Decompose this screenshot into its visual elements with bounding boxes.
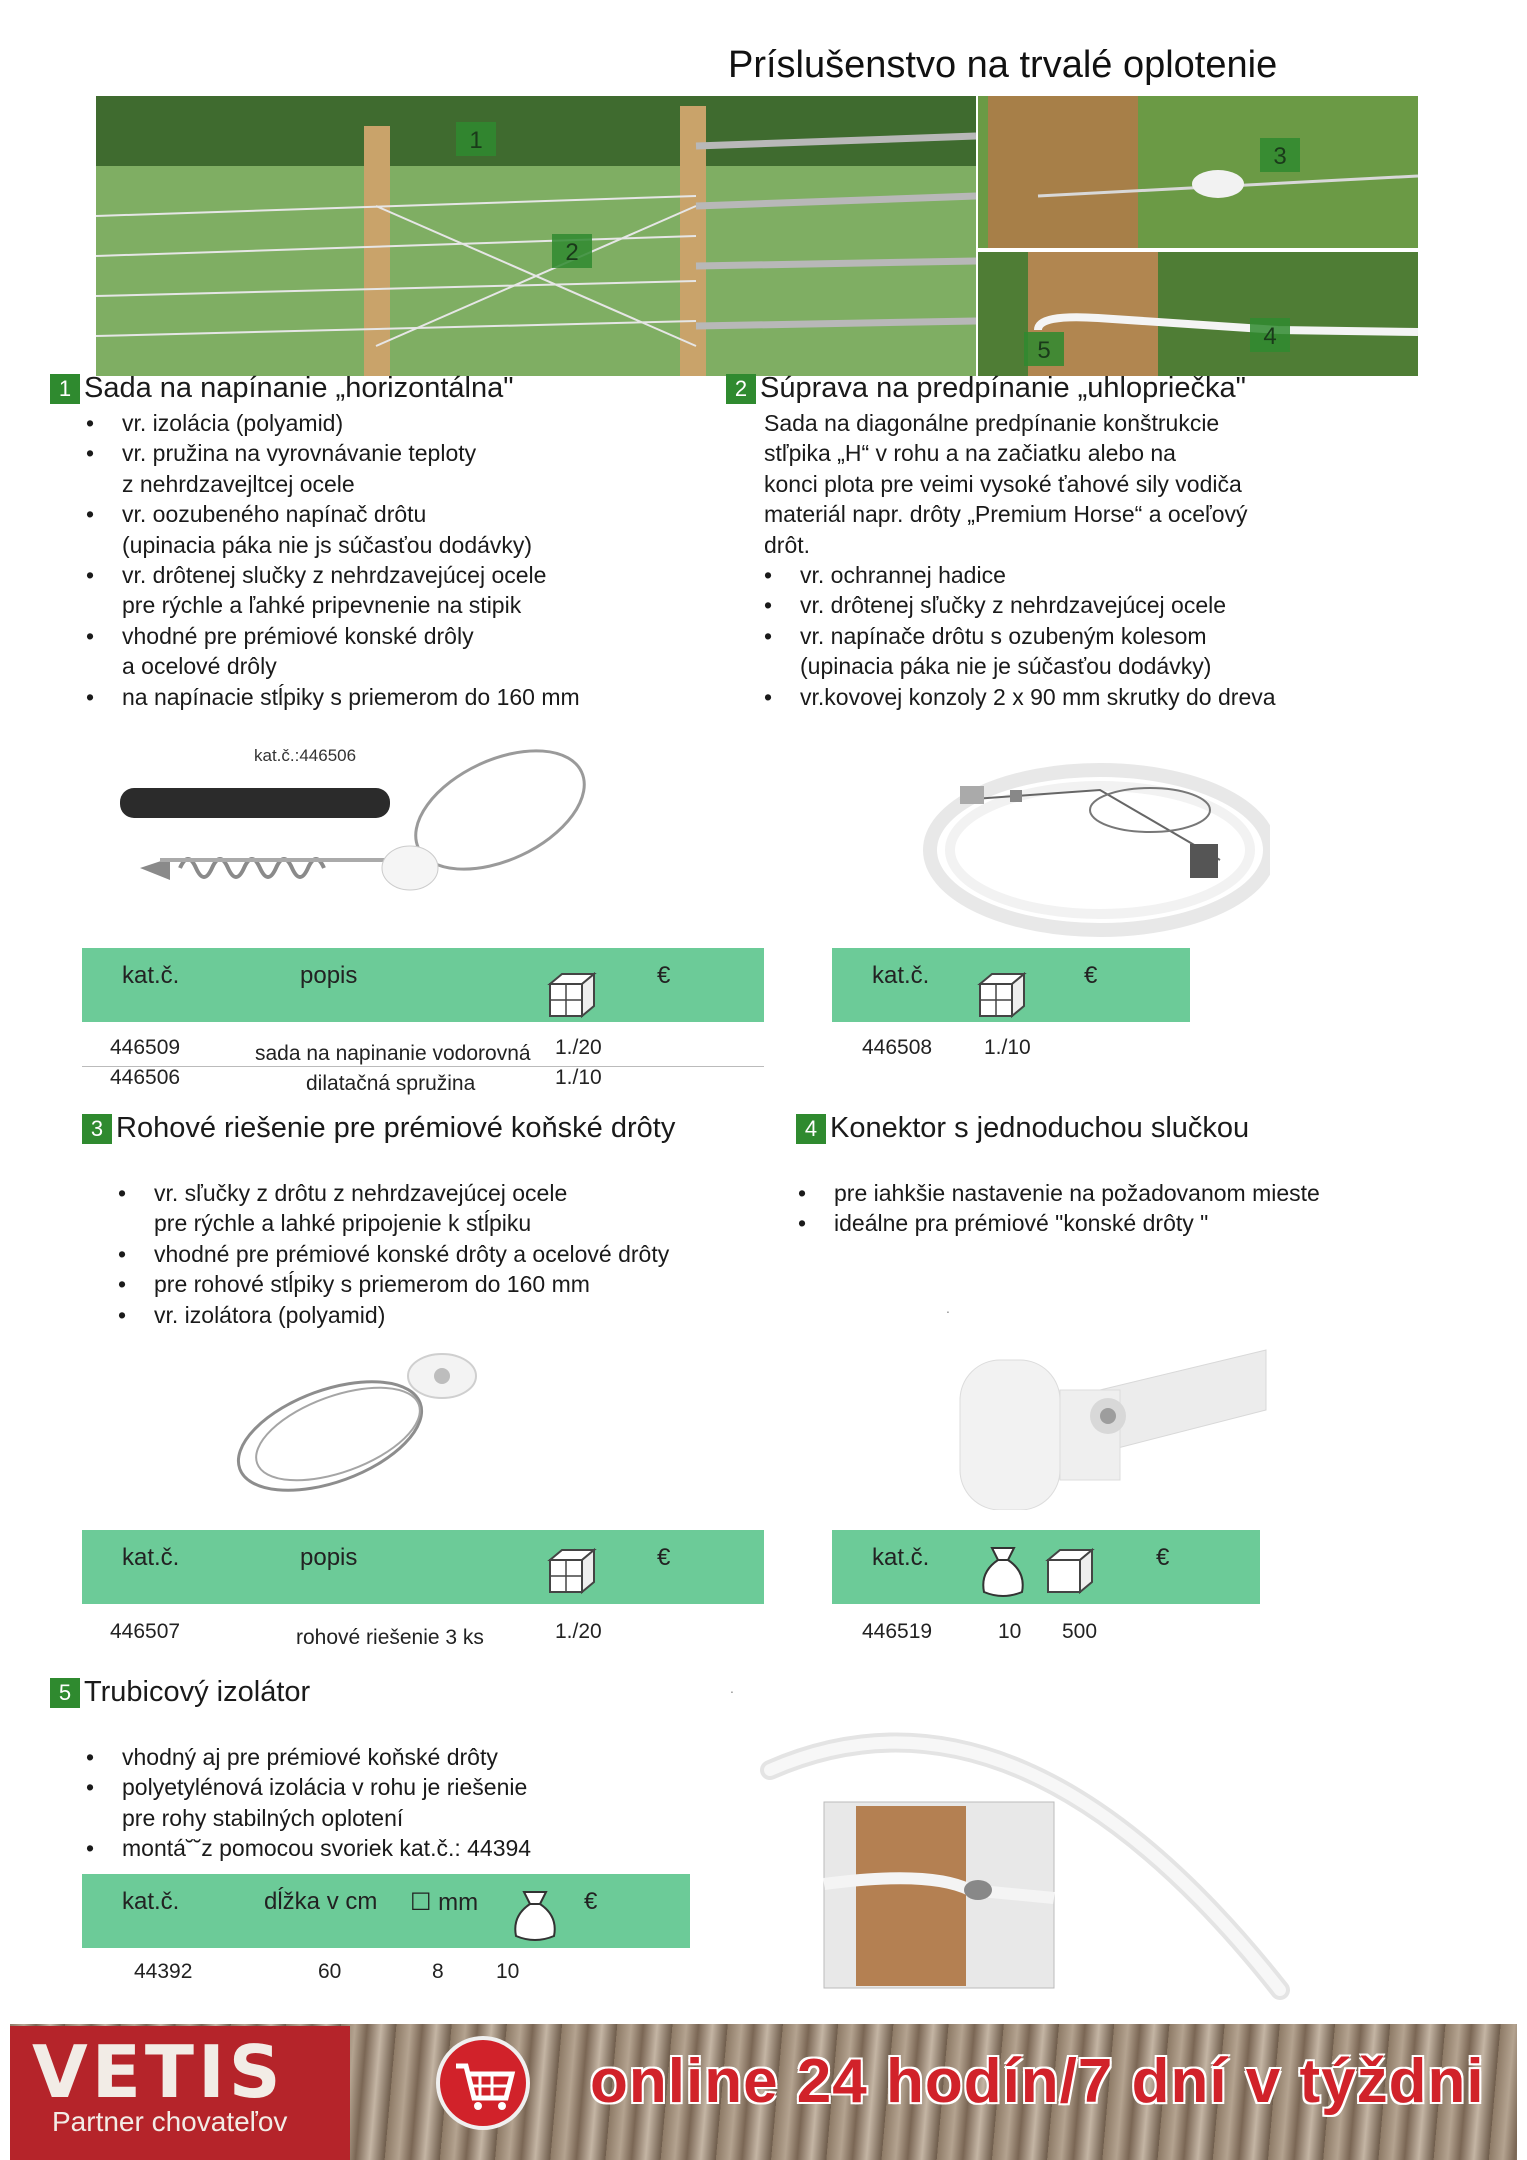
section-1-product-image (110, 740, 630, 910)
paragraph-line: konci plota pre veimi vysoké ťahové sily vodiča (764, 470, 1242, 497)
header-euro: € (1084, 962, 1098, 989)
fence-photo-corner-top (978, 96, 1418, 248)
stray-dot: . (730, 1680, 734, 1696)
section-3-bullets (118, 1178, 778, 1330)
photo-tag-5: 5 (1037, 337, 1051, 364)
carton-box-icon (546, 1546, 598, 1596)
fence-photo-main (96, 96, 976, 376)
section-1-bullets (86, 408, 726, 712)
bullet-continuation: pre rýchle a lahké pripojenie k stĺpiku (154, 1210, 532, 1237)
bullet: • vr. pružina na vyrovnávanie teploty (86, 438, 726, 468)
section-4-product-image (950, 1330, 1280, 1510)
bullet: • vhodné pre prémiové konské drôly (86, 621, 726, 651)
paragraph-line: materiál napr. drôty „Premium Horse“ a oceľový (764, 501, 1248, 528)
photo-tag-2: 2 (565, 239, 579, 266)
header-desc: popis (300, 962, 358, 989)
header-cat: kat.č. (122, 1544, 180, 1571)
brand-name: VETIS (32, 2030, 285, 2114)
table-row-1-cat: 446519 (862, 1620, 933, 1643)
bullet: • vr.kovovej konzoly 2 x 90 mm skrutky do dreva (764, 682, 1424, 712)
table-row-1-desc: rohové riešenie 3 ks (296, 1626, 484, 1649)
bullet: • ideálne pra prémiové "konské drôty " (798, 1208, 1458, 1238)
photo-tag-4: 4 (1263, 323, 1277, 350)
section-2-bullets (764, 560, 1424, 712)
section-5-bullets (86, 1742, 726, 1864)
online-slogan: online 24 hodín/7 dní v týždni (590, 2047, 1485, 2116)
section-2-table-header (832, 948, 1190, 1022)
section-1-title-text: Sada na napínanie „horizontálna" (84, 372, 514, 404)
photo-tag-3: 3 (1273, 143, 1287, 170)
header-euro: € (657, 1544, 671, 1571)
bullet-continuation: pre rohy stabilných oplotení (122, 1804, 404, 1831)
paragraph-line: drôt. (764, 531, 811, 558)
bullet: • vr. izolátora (polyamid) (118, 1300, 778, 1330)
table-row-divider (82, 1066, 764, 1067)
bullet: • vr. drôtenej slučky z nehrdzavejúcej ocele (86, 560, 726, 590)
bullet: • montá˘˘z pomocou svoriek kat.č.: 44394 (86, 1833, 726, 1863)
page-title: Príslušenstvo na trvalé oplotenie (728, 44, 1278, 86)
header-cat: kat.č. (122, 1888, 180, 1915)
section-2-title-text: Súprava na predpínanie „uhlopriečka" (760, 372, 1246, 404)
section-3-title-text: Rohové riešenie pre prémiové koňské drôty (116, 1112, 676, 1144)
table-row-1-len: 60 (318, 1960, 342, 1983)
bullet: • na napínacie stĺpiky s priemerom do 160 mm (86, 682, 726, 712)
photo-tag-1: 1 (469, 127, 483, 154)
header-len: dĺžka v cm (264, 1888, 378, 1915)
bullet: • vr. oozubeného napínač drôtu (86, 499, 726, 529)
section-2-number: 2 (726, 374, 756, 404)
table-row-1-cat: 446508 (862, 1036, 933, 1059)
section-4-title (796, 1112, 1249, 1145)
section-4-number: 4 (796, 1114, 826, 1144)
paragraph-line: stľpika „H“ v rohu a na začiatku alebo na (764, 440, 1176, 467)
table-row-2-cat: 446506 (110, 1066, 181, 1089)
bullet: • vhodné pre prémiové konské drôty a ocelové drôty (118, 1239, 778, 1269)
bag-icon (978, 1542, 1028, 1600)
header-euro: € (584, 1888, 598, 1915)
table-row-1-cat: 446509 (110, 1036, 181, 1059)
bullet: • vhodný aj pre prémiové koňské drôty (86, 1742, 726, 1772)
table-row-1-box: 500 (1062, 1620, 1098, 1643)
carton-box-icon (546, 970, 598, 1020)
section-5-number: 5 (50, 1678, 80, 1708)
table-row-2-desc: dilatačná spružina (306, 1072, 476, 1095)
bag-icon (510, 1886, 560, 1944)
table-row-1-cat: 446507 (110, 1620, 181, 1643)
product-image-label: kat.č.:446506 (254, 746, 357, 765)
bullet: • pre iahkšie nastavenie na požadovanom mieste (798, 1178, 1458, 1208)
header-dia: ☐ mm (410, 1889, 479, 1916)
section-5-table-header (82, 1874, 690, 1948)
section-5-product-image (760, 1700, 1320, 2000)
header-cat: kat.č. (872, 962, 930, 989)
paragraph-line: Sada na diagonálne predpínanie konštrukcie (764, 410, 1220, 436)
header-desc: popis (300, 1544, 358, 1571)
stray-dot: . (946, 1300, 950, 1316)
section-2-product-image (890, 740, 1270, 940)
section-3-product-image (220, 1346, 520, 1496)
bullet: • vr. napínače drôtu s ozubeným kolesom (764, 621, 1424, 651)
bullet: • vr. izolácia (polyamid) (86, 408, 726, 438)
table-row-1-qty: 1./10 (984, 1036, 1031, 1059)
bullet: • polyetylénová izolácia v rohu je riešenie (86, 1772, 726, 1802)
section-4-table-header (832, 1530, 1260, 1604)
section-5-title-text: Trubicový izolátor (84, 1676, 311, 1708)
section-1-title (50, 372, 514, 405)
bullet-continuation: pre rýchle a ľahké pripevnenie na stipik (122, 592, 522, 619)
section-5-title (50, 1676, 310, 1709)
header-euro: € (1156, 1544, 1170, 1571)
section-4-title-text: Konektor s jednoduchou slučkou (830, 1112, 1250, 1144)
bullet: • vr. ochrannej hadice (764, 560, 1424, 590)
bullet-continuation: z nehrdzavejltcej ocele (122, 470, 355, 497)
fence-photo-corner-bottom (978, 252, 1418, 376)
table-row-1-bag: 10 (998, 1620, 1022, 1643)
section-4-bullets (798, 1178, 1458, 1239)
section-3-table-header (82, 1530, 764, 1604)
brand-subtitle: Partner chovateľov (52, 2106, 288, 2137)
bullet-continuation: (upinacia páka nie je súčasťou dodávky) (800, 653, 1212, 680)
section-1-table-header (82, 948, 764, 1022)
table-row-1-qty: 1./20 (555, 1620, 602, 1643)
table-row-1-qty: 1./20 (555, 1036, 602, 1059)
header-cat: kat.č. (122, 962, 180, 989)
section-2-title (726, 372, 1246, 405)
carton-box-icon (976, 970, 1028, 1020)
bullet-continuation: (upinacia páka nie js súčasťou dodávky) (122, 531, 533, 558)
header-cat: kat.č. (872, 1544, 930, 1571)
table-row-1-qty: 10 (496, 1960, 520, 1983)
bullet-continuation: a ocelové drôly (122, 653, 277, 680)
section-2-paragraph (764, 408, 1424, 560)
carton-box-icon (1044, 1546, 1096, 1596)
shopping-cart-icon (436, 2036, 530, 2130)
section-3-number: 3 (82, 1114, 112, 1144)
section-3-title (82, 1112, 675, 1145)
header-euro: € (657, 962, 671, 989)
table-row-2-qty: 1./10 (555, 1066, 602, 1089)
bullet: • pre rohové stĺpiky s priemerom do 160 mm (118, 1269, 778, 1299)
section-1-number: 1 (50, 374, 80, 404)
table-row-1-cat: 44392 (134, 1960, 193, 1983)
bullet: • vr. drôtenej sľučky z nehrdzavejúcej ocele (764, 590, 1424, 620)
table-row-1-desc: sada na napinanie vodorovná (255, 1042, 531, 1065)
table-row-1-dia: 8 (432, 1960, 444, 1983)
bullet: • vr. sľučky z drôtu z nehrdzavejúcej ocele (118, 1178, 778, 1208)
